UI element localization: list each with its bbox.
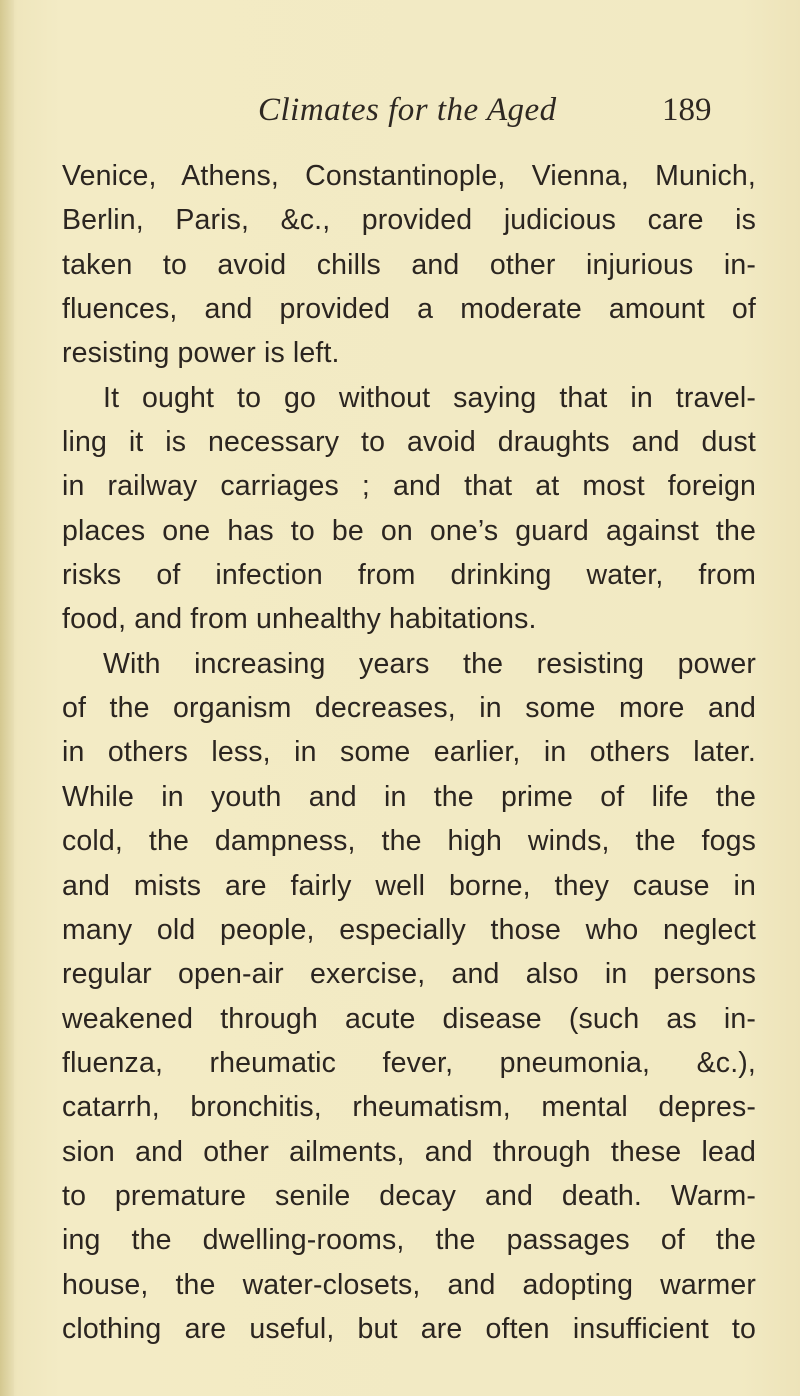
text-line: fluenza, rheumatic fever, pneumonia, &c.), xyxy=(62,1046,756,1079)
text-line: many old people, especially those who neglect xyxy=(62,913,756,946)
text-line: risks of infection from drinking water, from xyxy=(62,559,756,592)
body-text xyxy=(62,154,756,1351)
running-title: Climates for the Aged xyxy=(258,92,557,128)
page-number: 189 xyxy=(662,92,712,128)
text-line: Venice, Athens, Constantinople, Vienna, Munich, xyxy=(62,160,756,192)
text-line: fluences, and provided a moderate amount of xyxy=(62,293,756,326)
text-line: sion and other ailments, and through these lead xyxy=(62,1135,756,1168)
text-line: and mists are fairly well borne, they cause in xyxy=(62,869,756,902)
text-line: in others less, in some earlier, in others later. xyxy=(62,736,756,769)
text-line: With increasing years the resisting power xyxy=(103,647,756,680)
page-header xyxy=(0,92,800,142)
text-line: While in youth and in the prime of life the xyxy=(62,780,756,813)
text-line: ing the dwelling-rooms, the passages of the xyxy=(62,1224,756,1257)
text-line: ling it is necessary to avoid draughts and dust xyxy=(62,426,756,459)
text-line: in railway carriages ; and that at most foreign xyxy=(62,470,756,503)
text-line: places one has to be on one’s guard against the xyxy=(62,514,756,547)
text-line: clothing are useful, but are often insufficient to xyxy=(62,1312,756,1345)
text-line: food, and from unhealthy habitations. xyxy=(62,603,537,636)
text-line: regular open-air exercise, and also in persons xyxy=(62,958,756,991)
binding-edge xyxy=(0,0,14,1396)
text-line: taken to avoid chills and other injurious in- xyxy=(62,248,756,281)
text-line: cold, the dampness, the high winds, the fogs xyxy=(62,825,756,858)
text-line: resisting power is left. xyxy=(62,337,340,370)
text-line: of the organism decreases, in some more and xyxy=(62,692,756,725)
text-line: weakened through acute disease (such as in- xyxy=(62,1002,756,1035)
text-line: to premature senile decay and death. Warm- xyxy=(62,1179,756,1212)
text-line: Berlin, Paris, &c., provided judicious care is xyxy=(62,204,756,237)
text-line: It ought to go without saying that in travel- xyxy=(103,381,756,414)
text-line: catarrh, bronchitis, rheumatism, mental depres- xyxy=(62,1091,756,1124)
text-line: house, the water-closets, and adopting warmer xyxy=(62,1268,756,1301)
